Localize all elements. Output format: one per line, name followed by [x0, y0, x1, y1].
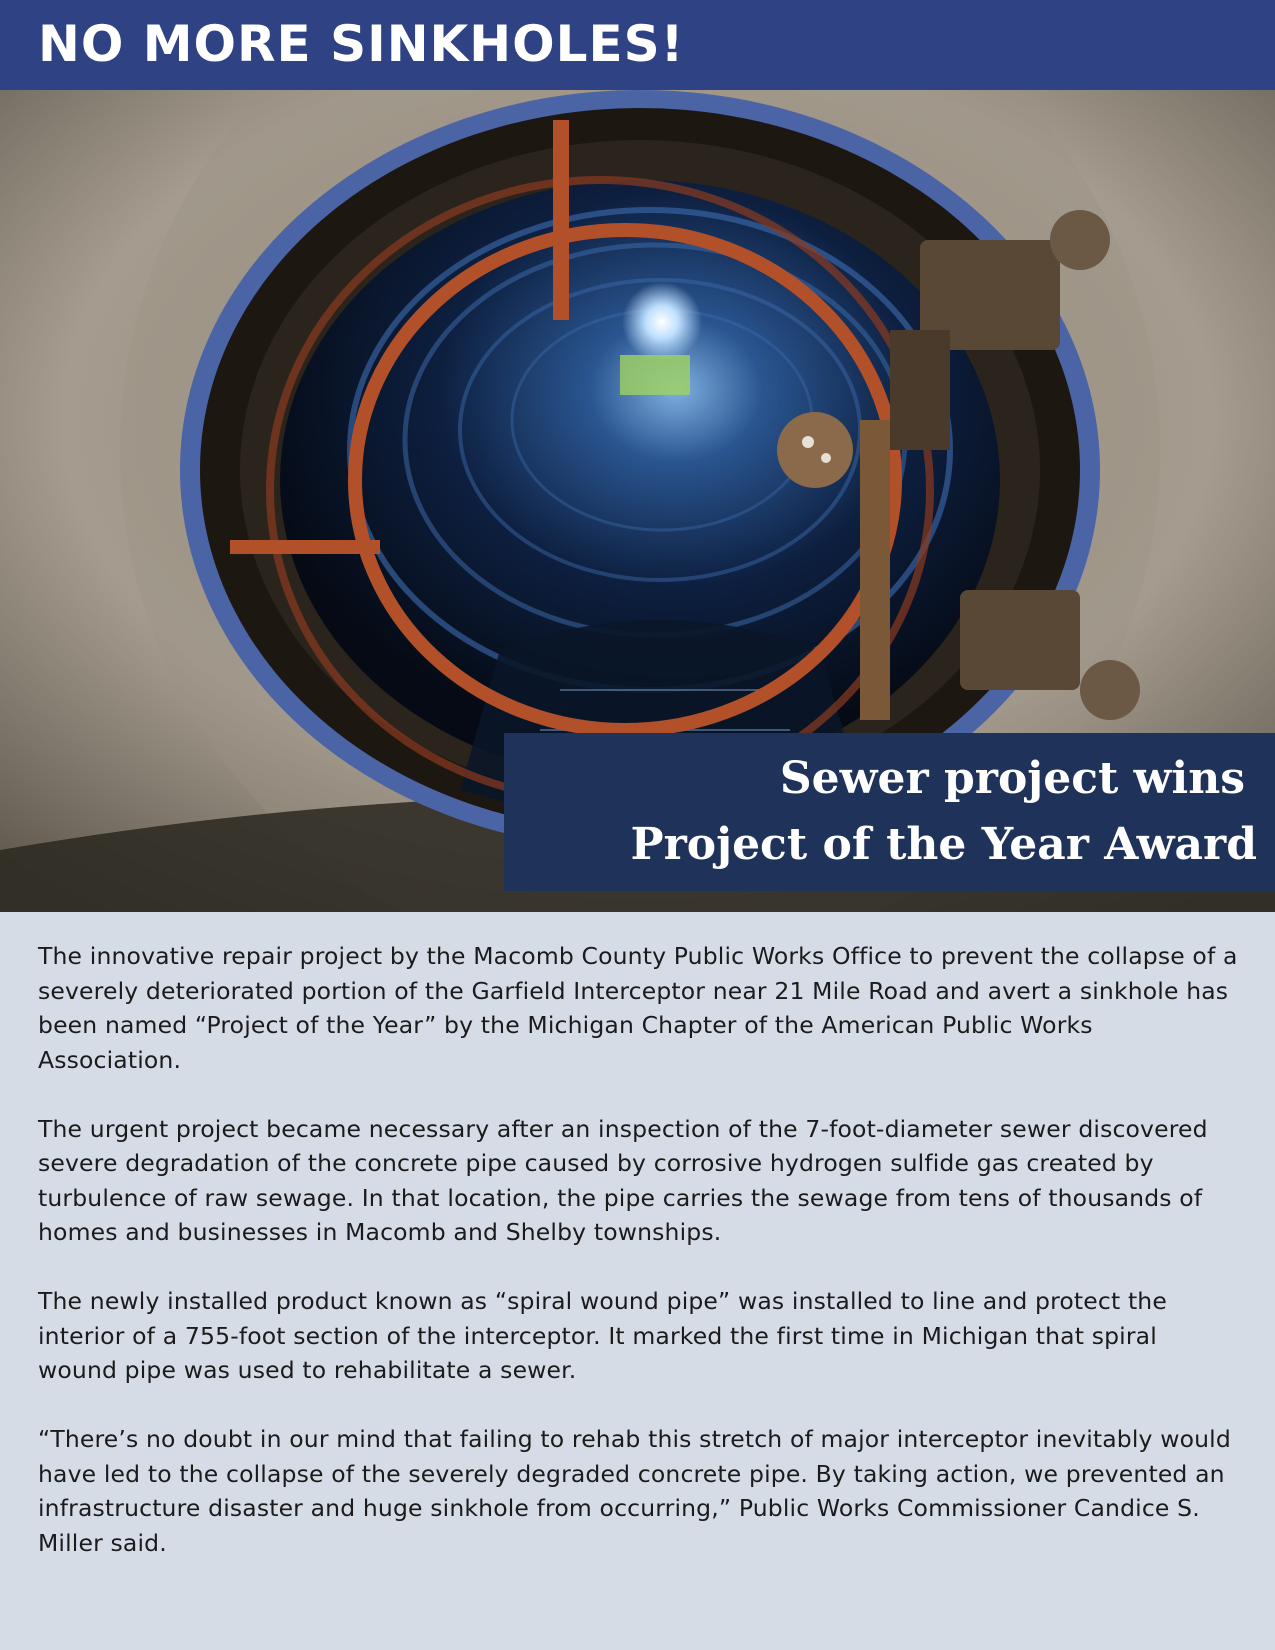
headline-line-1: Sewer project wins: [779, 753, 1245, 804]
article-paragraph: The innovative repair project by the Macomb County Public Works Office to prevent the collapse of a severely deteriorated portion of the Garfield Interceptor near 21 Mile Road and avert a sinkhole has been named “Project of the Year” by the Michigan Chapter of the American Public Works Association.: [38, 942, 1238, 1074]
article-body: [38, 939, 1238, 1595]
header-banner: [0, 0, 1275, 90]
article-paragraph: “There’s no doubt in our mind that failing to rehab this stretch of major interceptor inevitably would have led to the collapse of the severely degraded concrete pipe. By taking action, we prevented an infrastructure disaster and huge sinkhole from occurring,” Public Works Commissioner Candice S. Miller said.: [38, 1425, 1231, 1557]
article-paragraph: The urgent project became necessary after an inspection of the 7-foot-diameter sewer discovered severe degradation of the concrete pipe caused by corrosive hydrogen sulfide gas created by turbulence of raw sewage. In that location, the pipe carries the sewage from tens of thousands of homes and businesses in Macomb and Shelby townships.: [38, 1114, 1208, 1246]
article-paragraph: The newly installed product known as “spiral wound pipe” was installed to line and protect the interior of a 755-foot section of the interceptor. It marked the first time in Michigan that spiral wound pipe was used to rehabilitate a sewer.: [38, 1287, 1167, 1384]
page-title: NO MORE SINKHOLES!: [38, 15, 685, 73]
headline-banner: [504, 733, 1275, 891]
headline-line-2: Project of the Year Award: [630, 819, 1257, 870]
